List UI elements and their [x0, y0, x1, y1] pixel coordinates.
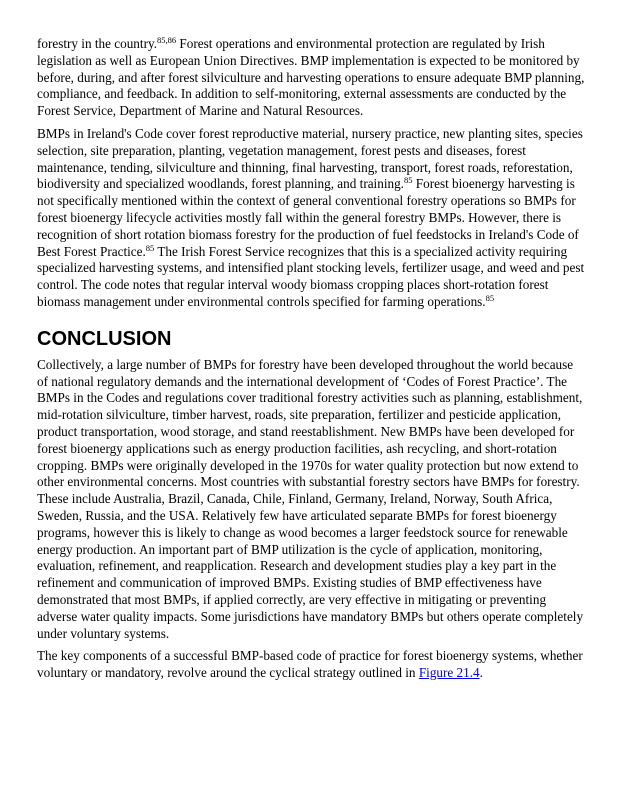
- figure-link[interactable]: Figure 21.4: [418, 665, 480, 681]
- paragraph-2-text-b: Forest bioenergy harvesting is not specifically mentioned within the context of general conventional forestry operations so BMPs for forest bioenergy lifecycle activities mostly fall within the general forestry BMPs. However, there is recognition of short rotation biomass forestry for the production of fuel feedstocks in Ireland's Code of Best Forest Practice.: [37, 176, 579, 259]
- paragraph-1-text-a: forestry in the country.: [37, 36, 157, 51]
- paragraph-4: [37, 648, 585, 682]
- document-page: [37, 36, 585, 688]
- paragraph-3: Collectively, a large number of BMPs for forestry have been developed throughout the world because of national regulatory demands and the international development of ‘Codes of Forest Practice’. The BMPs in the Codes and regulations cover traditional forestry activities such as planning, establishment, mid-rotation silviculture, timber harvest, roads, site preparation, fertilizer and pesticide application, product transportation, wood storage, and stand reestablishment. New BMPs have been developed for forest bioenergy applications such as energy production facilities, ash recycling, and short-rotation cropping. BMPs were originally developed in the 1970s for water quality protection but now extend to other environmental concerns. Most countries with substantial forestry sectors have BMPs for forestry. These include Australia, Brazil, Canada, Chile, Finland, Germany, Ireland, Norway, South Africa, Sweden, Russia, and the USA. Relatively few have articulated separate BMPs for forest bioenergy programs, however this is likely to change as wood becomes a larger feedstock source for renewable energy production. An important part of BMP utilization is the cycle of application, monitoring, evaluation, refinement, and reapplication. Research and development studies play a key part in the refinement and communication of improved BMPs. Existing studies of BMP effectiveness have demonstrated that most BMPs, if applied correctly, are very effective in mitigating or preventing adverse water quality impacts. Some jurisdictions have mandatory BMPs but others operate completely under voluntary systems.: [37, 356, 584, 641]
- paragraph-2-text-a: BMPs in Ireland's Code cover forest reproductive material, nursery practice, new planting sites, species selection, site preparation, planting, vegetation management, forest pests and diseases, forest maintenance, tending, silviculture and thinning, final harvesting, transport, forest roads, reforestation, biodiversity and specialized woodlands, forest planning, and training.: [37, 125, 583, 192]
- paragraph-2: [37, 126, 585, 311]
- paragraph-1: [37, 36, 585, 120]
- section-heading: CONCLUSION: [37, 327, 172, 350]
- paragraph-4-text-a: The key components of a successful BMP-based code of practice for forest bioenergy systems, whether voluntary or mandatory, revolve around the cyclical strategy outlined in: [37, 648, 583, 681]
- footnote-ref[interactable]: 85: [485, 292, 495, 303]
- paragraph-1-text-b: Forest operations and environmental protection are regulated by Irish legislation as well as European Union Directives. BMP implementation is expected to be monitored by before, during, and after forest silviculture and harvesting operations to ensure adequate BMP planning, compliance, and feedback. In addition to self-monitoring, external assessments are conducted by the Forest Service, Department of Marine and Natural Resources.: [37, 36, 585, 119]
- footnote-ref[interactable]: 85,86: [157, 35, 177, 45]
- paragraph-4-text-b: .: [479, 665, 483, 681]
- footnote-ref[interactable]: 85: [145, 242, 155, 253]
- paragraph-2-text-c: The Irish Forest Service recognizes that this is a specialized activity requiring specialized harvesting systems, and intensified plant stocking levels, fertilizer usage, and weed and pest control. The code notes that regular interval woody biomass cropping places short-rotation forest biomass management under environmental controls specified for farming operations.: [37, 243, 585, 309]
- footnote-ref[interactable]: 85: [403, 175, 413, 186]
